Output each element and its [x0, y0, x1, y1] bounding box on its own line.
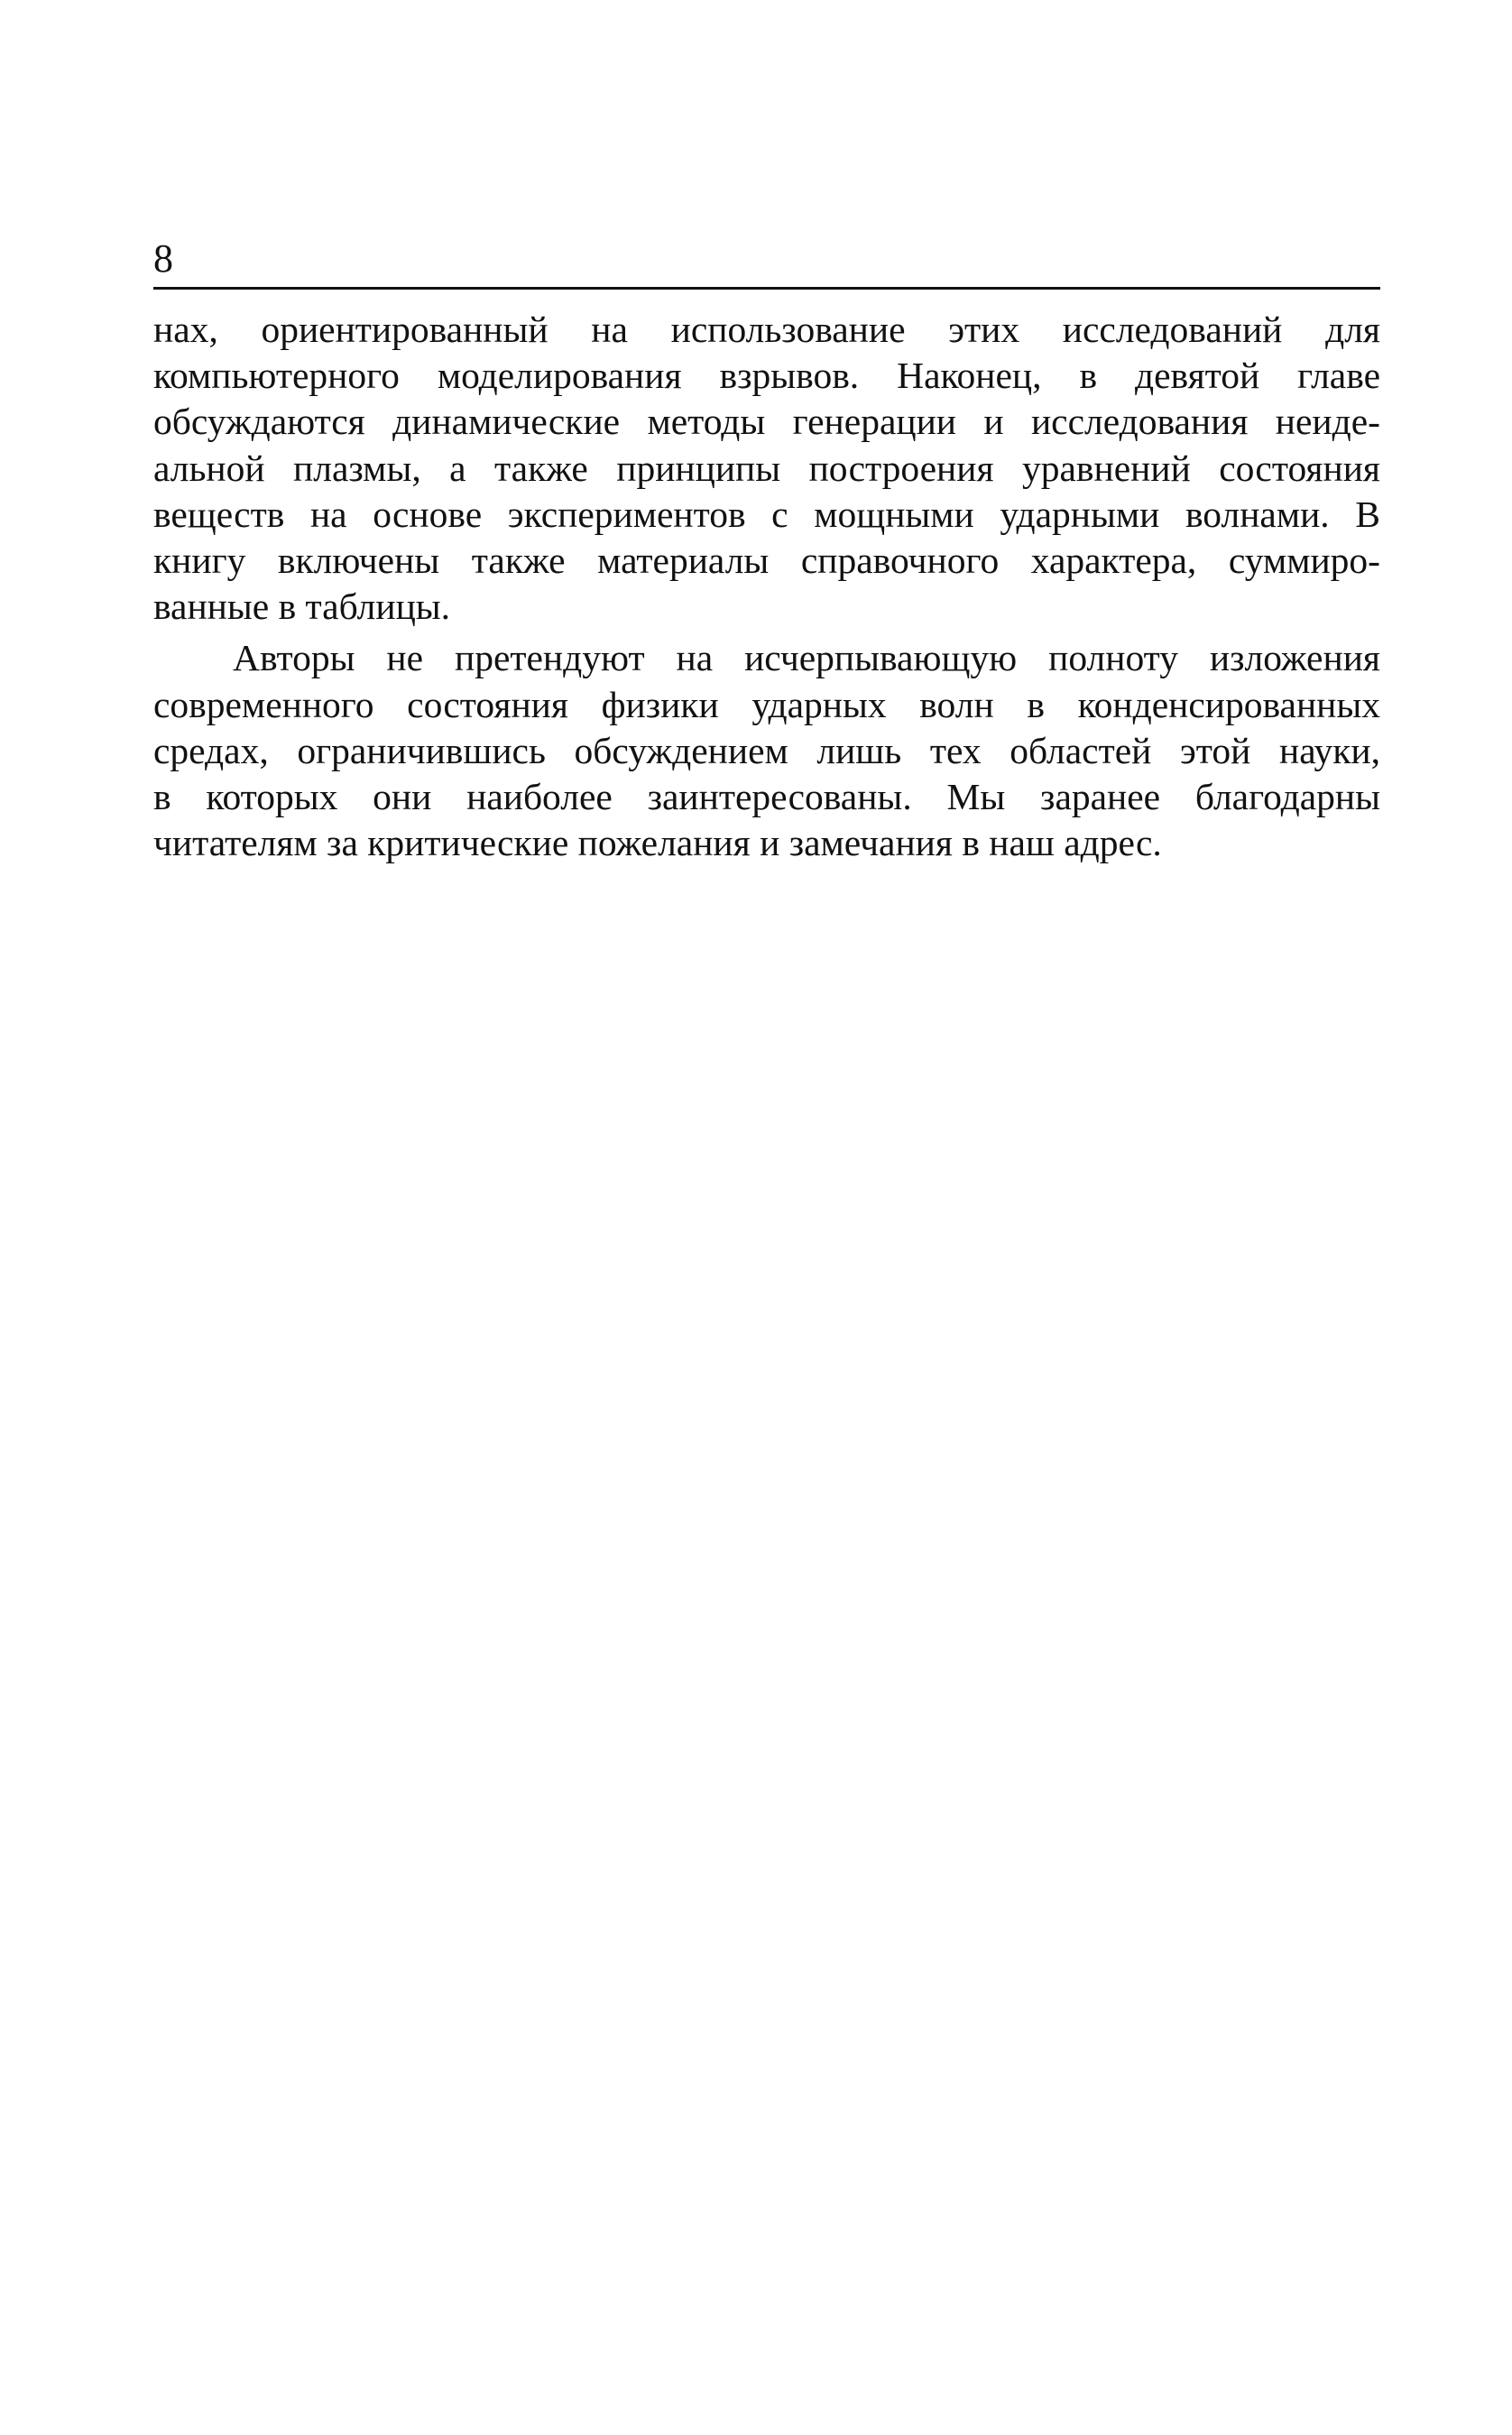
text-line: альной плазмы, а также принципы построения уравнений состояния — [153, 447, 1380, 489]
text-line: обсуждаются динамические методы генерации и исследования неиде- — [153, 401, 1380, 443]
page-number: 8 — [153, 236, 173, 281]
text-line: компьютерного моделирования взрывов. Наконец, в девятой главе — [153, 355, 1380, 397]
text-line: в которых они наиболее заинтересованы. Мы заранее благодарны — [153, 775, 1380, 817]
page-header — [153, 236, 1380, 290]
paragraph — [153, 635, 1380, 866]
body-text — [153, 307, 1380, 866]
text-line: ванные в таблицы. — [153, 586, 451, 628]
text-line: читателям за критические пожелания и замечания в наш адрес. — [153, 822, 1162, 864]
text-line: нах, ориентированный на использование этих исследований для — [153, 309, 1380, 350]
text-line: современного состояния физики ударных волн в конденсированных — [153, 683, 1380, 725]
text-line: средах, ограничившись обсуждением лишь тех областей этой науки, — [153, 729, 1380, 771]
paragraph — [153, 307, 1380, 630]
text-line: книгу включены также материалы справочного характера, суммиро- — [153, 539, 1380, 581]
text-line: веществ на основе экспериментов с мощными ударными волнами. В — [153, 493, 1380, 535]
text-line: Авторы не претендуют на исчерпывающую полноту изложения — [233, 637, 1380, 679]
